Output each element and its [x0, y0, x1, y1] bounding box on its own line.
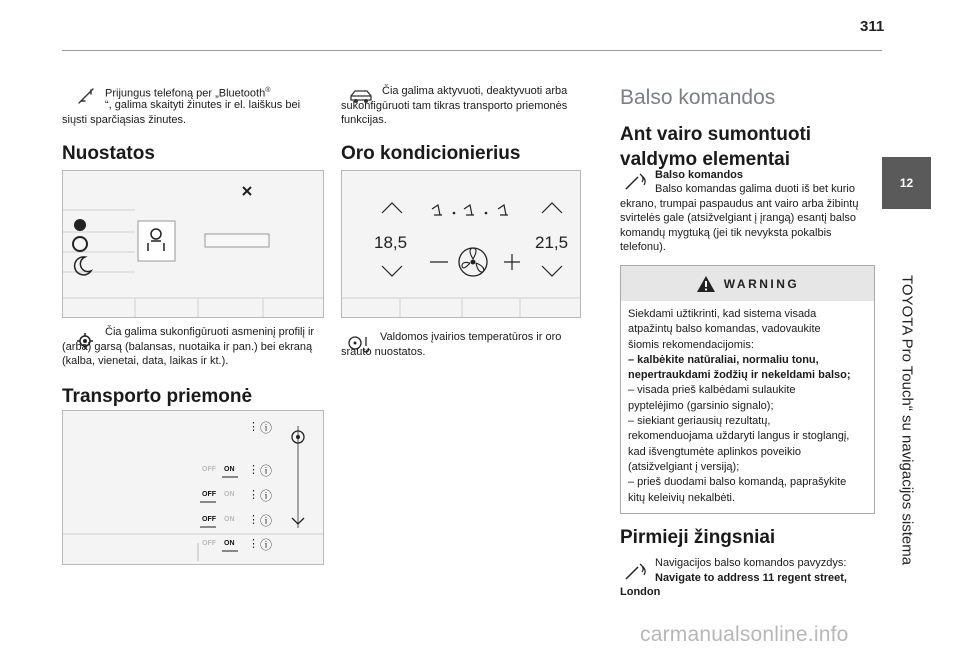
voice-sub-heading: Balso komandos — [655, 169, 744, 181]
settings-heading: Nuostatos — [62, 143, 155, 164]
toggle-indicator — [222, 550, 238, 552]
temp-left[interactable]: 18,5 — [374, 233, 408, 252]
more-options-icon[interactable]: ⋮ — [248, 464, 259, 476]
warning-line: Siekdami užtikrinti, kad sistema visada — [628, 308, 817, 320]
steering-heading: Ant vairo sumontuoti valdymo elementai — [620, 124, 812, 170]
settings-screen — [62, 170, 324, 318]
warning-header — [621, 266, 874, 301]
info-icon[interactable]: ⓘ — [260, 538, 273, 552]
info-icon[interactable]: ⓘ — [260, 464, 273, 478]
warning-line: – visada prieš kalbėdami sulaukite — [628, 384, 796, 397]
warning-triangle-icon — [696, 275, 716, 293]
toggle-off-label[interactable]: OFF — [202, 540, 216, 547]
warning-line: rekomenduojama uždaryti langus ir stoglangį, — [628, 430, 850, 443]
vehicle-intro-text: Čia galima aktyvuoti, deaktyvuoti arba sukonfigūruoti tam tikras transporto priemonės funkcijas. — [341, 85, 568, 126]
toggle-off-label[interactable]: OFF — [202, 491, 216, 498]
warning-line: nepertraukdami žodžių ir nekeldami balso; — [628, 369, 851, 382]
vehicle-toggle-row[interactable] — [196, 491, 316, 505]
section-tab[interactable]: 12 — [882, 157, 931, 209]
warning-line: – kalbėkite natūraliai, normaliu tonu, — [628, 353, 819, 366]
col1-intro-rest: “, galima skaityti žinutes ir el. laiškus bei siųsti sparčiąsias žinutes. — [62, 99, 301, 126]
toggle-indicator — [200, 526, 216, 528]
ac-screen — [341, 170, 581, 318]
toggle-indicator — [200, 501, 216, 503]
side-title: TOYOTA Pro Touch“ su navigacijos sistema — [898, 274, 916, 566]
toggle-off-label[interactable]: OFF — [202, 516, 216, 523]
page-number: 311 — [860, 18, 885, 35]
temp-right[interactable]: 21,5 — [535, 233, 569, 252]
toggle-indicator — [222, 476, 238, 478]
top-rule — [62, 50, 882, 51]
info-icon[interactable]: ⓘ — [260, 514, 273, 528]
warning-title: WARNING — [723, 276, 800, 291]
toggle-on-label[interactable]: ON — [224, 540, 235, 547]
warning-body — [621, 301, 874, 512]
warning-line: (atsižvelgiant į versiją); — [628, 460, 740, 473]
first-steps-text: Navigacijos balso komandos pavyzdys: — [655, 557, 847, 569]
info-icon[interactable]: ⓘ — [260, 489, 273, 503]
vehicle-toggle-row[interactable] — [196, 540, 316, 554]
toggle-off-label[interactable]: OFF — [202, 466, 216, 473]
vehicle-toggle-row[interactable] — [196, 466, 316, 480]
warning-line: – siekiant geriausių rezultatų, — [628, 415, 771, 428]
warning-line: atpažintų balso komandas, vadovaukite — [628, 323, 821, 336]
warning-line: – prieš duodami balso komandą, paprašykite — [628, 476, 847, 489]
vehicle-top-row — [196, 423, 316, 437]
first-steps-example: Navigate to address 11 regent street, — [655, 572, 847, 584]
warning-line: šiomis rekomendacijomis: — [628, 338, 754, 351]
warning-box — [620, 265, 875, 514]
voice-commands-heading: Balso komandos — [620, 86, 776, 109]
ac-heading: Oro kondicionierius — [341, 143, 521, 164]
more-options-icon[interactable]: ⋮ — [248, 421, 259, 433]
ac-text: Valdomos įvairios temperatūros ir oro srauto nuostatos. — [341, 331, 562, 358]
toggle-on-label[interactable]: ON — [224, 491, 235, 498]
more-options-icon[interactable]: ⋮ — [248, 514, 259, 526]
col1-intro-line1: Prijungus telefoną per „Bluetooth® — [105, 87, 271, 100]
warning-line: pyptelėjimo (garsinio signalo); — [628, 399, 774, 412]
voice-text: Balso komandas galima duoti iš bet kurio ekrano, trumpai paspaudus ant vairo arba žibintų svirtelės gale (atsižvelgiant į įrangą) esantį balso komandų mygtuką (jei tik nevyksta pokalbis telefonu). — [620, 183, 859, 253]
vehicle-heading: Transporto priemonė — [62, 386, 253, 407]
toggle-on-label[interactable]: ON — [224, 516, 235, 523]
info-icon[interactable]: ⓘ — [260, 421, 273, 435]
vehicle-toggle-row[interactable] — [196, 516, 316, 530]
warning-line: kad išvengtumėte aplinkos poveikio — [628, 445, 802, 458]
first-steps-example-line2: London — [620, 586, 661, 598]
first-steps-heading: Pirmieji žingsniai — [620, 527, 776, 548]
more-options-icon[interactable]: ⋮ — [248, 538, 259, 550]
watermark: carmanualsonline.info — [640, 623, 849, 646]
more-options-icon[interactable]: ⋮ — [248, 489, 259, 501]
settings-text: Čia galima sukonfigūruoti asmeninį profilį ir (arba) garsą (balansas, nuotaika ir pan.) bei ekraną (kalba, vienetai, data, laikas ir kt.). — [62, 326, 315, 367]
warning-line: kitų keleivių nekalbėti. — [628, 491, 736, 504]
voice-navigation-icon — [622, 562, 648, 587]
toggle-on-label[interactable]: ON — [224, 466, 235, 473]
